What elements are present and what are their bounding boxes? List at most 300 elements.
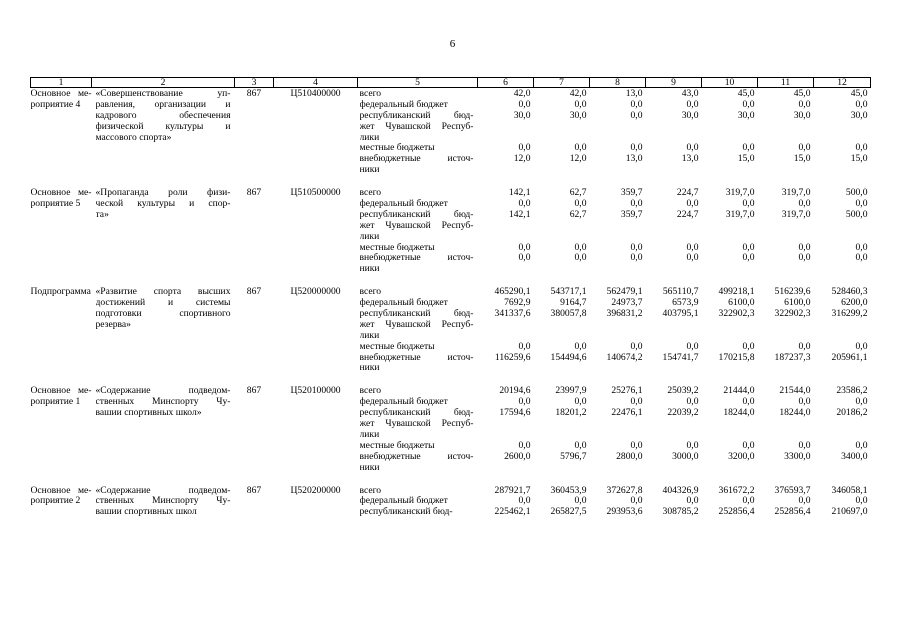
funding-source-line: лики — [359, 132, 380, 143]
value: 2600,0 — [504, 451, 531, 462]
value: 20186,2 — [836, 408, 868, 419]
spacer — [814, 320, 871, 331]
item-description-line: ческой культуры и спор- — [95, 199, 231, 210]
spacer — [534, 165, 590, 176]
page-number: 6 — [449, 38, 456, 50]
value: 252856,4 — [774, 507, 811, 518]
value: 0,0 — [855, 99, 868, 110]
value: 319,7,0 — [781, 209, 811, 220]
table-body — [31, 88, 871, 519]
item-name-line: Основное ме- — [30, 485, 92, 496]
value: 0,0 — [686, 496, 699, 507]
spacer — [590, 133, 646, 144]
value: 465290,1 — [494, 287, 531, 298]
value: 0,0 — [686, 440, 699, 451]
value: 25276,1 — [611, 386, 643, 397]
item-name-cell — [31, 385, 92, 473]
value: 0,0 — [574, 341, 587, 352]
funding-source-line: внебюджетные источ- — [359, 352, 474, 363]
value: 528460,3 — [831, 287, 868, 298]
value: 42,0 — [569, 89, 587, 99]
value: 0,0 — [518, 341, 531, 352]
spacer — [478, 221, 534, 232]
spacer — [646, 122, 702, 133]
spacer — [814, 363, 871, 374]
col-header: 7 — [534, 78, 590, 88]
value: 17594,6 — [499, 408, 531, 419]
value: 346058,1 — [831, 485, 868, 496]
value: 0,0 — [630, 253, 643, 264]
spacer — [534, 430, 590, 441]
value: 0,0 — [742, 199, 755, 210]
value: 42,0 — [513, 89, 531, 99]
value: 0,0 — [574, 199, 587, 210]
value: 0,0 — [686, 253, 699, 264]
value-cell — [646, 88, 702, 177]
item-description-line: физической культуры и — [95, 121, 231, 132]
value: 0,0 — [798, 242, 811, 253]
spacer — [814, 122, 871, 133]
value: 12,0 — [569, 154, 587, 165]
col-header: 11 — [758, 78, 814, 88]
row-gap — [31, 176, 871, 187]
value: 359,7 — [620, 188, 643, 199]
value-cell — [758, 88, 814, 177]
spacer — [814, 165, 871, 176]
funding-source-line: всего — [359, 485, 382, 496]
item-description-line: «Пропаганда роли физи- — [95, 188, 231, 199]
item-description-line: «Содержание подведом- — [95, 485, 231, 496]
value-cell — [478, 286, 534, 374]
value: 287921,7 — [494, 485, 531, 496]
grbs-code: 867 — [246, 187, 262, 199]
value: 0,0 — [742, 99, 755, 110]
value: 0,0 — [574, 397, 587, 408]
value: 224,7 — [676, 188, 699, 199]
value: 0,0 — [518, 99, 531, 110]
value: 0,0 — [855, 143, 868, 154]
funding-source-line: всего — [359, 386, 382, 397]
spacer — [646, 320, 702, 331]
value: 0,0 — [630, 397, 643, 408]
spacer — [534, 331, 590, 342]
value: 30,0 — [850, 110, 868, 121]
value: 0,0 — [855, 253, 868, 264]
spacer — [590, 363, 646, 374]
value: 0,0 — [855, 199, 868, 210]
value: 18244,0 — [723, 408, 755, 419]
item-description-line: «Развитие спорта высших — [95, 287, 231, 298]
spacer — [534, 363, 590, 374]
spacer — [814, 419, 871, 430]
value: 23997,9 — [555, 386, 587, 397]
value: 0,0 — [798, 199, 811, 210]
row-gap-cell — [31, 374, 871, 385]
value: 0,0 — [518, 242, 531, 253]
value: 0,0 — [630, 99, 643, 110]
item-description-line: ственных Минспорту Чу- — [95, 496, 231, 507]
spacer — [702, 165, 758, 176]
value: 0,0 — [686, 143, 699, 154]
spacer — [478, 165, 534, 176]
row-gap-cell — [31, 275, 871, 286]
value: 0,0 — [798, 341, 811, 352]
item-name-line: роприятие 5 — [30, 199, 81, 210]
value: 0,0 — [686, 242, 699, 253]
col-header: 4 — [274, 78, 358, 88]
value: 543717,1 — [550, 287, 587, 298]
value: 20194,6 — [499, 386, 531, 397]
value-cell — [590, 385, 646, 473]
funding-sources-cell — [358, 88, 478, 177]
value-cell — [758, 286, 814, 374]
value: 322902,3 — [774, 309, 811, 320]
item-description-line: та» — [95, 209, 109, 220]
value-cell — [590, 286, 646, 374]
spacer — [758, 264, 814, 275]
value: 30,0 — [793, 110, 811, 121]
value: 45,0 — [850, 89, 868, 99]
funding-source-line: лики — [359, 231, 380, 242]
value-cell — [478, 187, 534, 275]
value: 0,0 — [742, 143, 755, 154]
value: 499218,1 — [718, 287, 755, 298]
funding-sources-cell — [358, 286, 478, 374]
value-cell — [702, 485, 758, 519]
spacer — [814, 264, 871, 275]
spacer — [646, 221, 702, 232]
value: 154741,7 — [662, 352, 699, 363]
value-cell — [534, 286, 590, 374]
spacer — [534, 264, 590, 275]
spacer — [702, 331, 758, 342]
spacer — [758, 463, 814, 474]
spacer — [478, 331, 534, 342]
value: 6573,9 — [672, 298, 699, 309]
grbs-code: 867 — [246, 286, 262, 298]
row-gap-cell — [31, 176, 871, 187]
col-header: 1 — [31, 78, 92, 88]
spacer — [534, 232, 590, 243]
spacer — [590, 264, 646, 275]
spacer — [702, 419, 758, 430]
value-cell — [758, 385, 814, 473]
value: 187237,3 — [774, 352, 811, 363]
value: 0,0 — [518, 253, 531, 264]
spacer — [590, 430, 646, 441]
funding-source-line: местные бюджеты — [359, 143, 435, 154]
spacer — [814, 221, 871, 232]
item-name-cell — [31, 187, 92, 275]
funding-source-line: федеральный бюджет — [359, 496, 448, 507]
value: 359,7 — [620, 209, 643, 220]
value: 404326,9 — [662, 485, 699, 496]
value: 516239,6 — [774, 287, 811, 298]
value: 319,7,0 — [781, 188, 811, 199]
item-name-line: роприятие 2 — [30, 496, 81, 507]
value: 0,0 — [855, 397, 868, 408]
value: 3000,0 — [672, 451, 699, 462]
value-cell — [646, 385, 702, 473]
value-cell — [478, 88, 534, 177]
value-cell — [590, 187, 646, 275]
funding-source-line: жет Чувашской Респуб- — [359, 319, 474, 330]
funding-source-line: ники — [359, 165, 380, 176]
item-description-cell — [92, 385, 235, 473]
funding-source-line: республиканский бюд- — [359, 309, 474, 320]
item-description-line: ственных Минспорту Чу- — [95, 397, 231, 408]
spacer — [702, 264, 758, 275]
spacer — [478, 264, 534, 275]
value: 403795,1 — [662, 309, 699, 320]
value: 0,0 — [630, 199, 643, 210]
item-description-cell — [92, 286, 235, 374]
spacer — [814, 463, 871, 474]
value: 45,0 — [737, 89, 755, 99]
header-row — [31, 78, 871, 88]
funding-source-line: ники — [359, 363, 380, 374]
item-description-line: вашии спортивных школ — [95, 507, 197, 518]
value-cell — [814, 88, 871, 177]
value: 0,0 — [518, 143, 531, 154]
value: 15,0 — [850, 154, 868, 165]
value: 170215,8 — [718, 352, 755, 363]
funding-source-line: федеральный бюджет — [359, 99, 448, 110]
value: 15,0 — [793, 154, 811, 165]
value: 265827,5 — [550, 507, 587, 518]
value: 0,0 — [630, 440, 643, 451]
spacer — [534, 463, 590, 474]
spacer — [478, 419, 534, 430]
spacer — [534, 133, 590, 144]
table-row — [31, 88, 871, 177]
value: 30,0 — [569, 110, 587, 121]
row-gap — [31, 275, 871, 286]
value-cell — [814, 385, 871, 473]
funding-source-line: республиканский бюд- — [359, 110, 474, 121]
value: 12,0 — [513, 154, 531, 165]
item-name-line: роприятие 4 — [30, 99, 81, 110]
value: 23586,2 — [836, 386, 868, 397]
spacer — [534, 419, 590, 430]
funding-source-line: ники — [359, 462, 380, 473]
item-description-line: «Содержание подведом- — [95, 386, 231, 397]
spacer — [814, 331, 871, 342]
value-cell — [478, 385, 534, 473]
value: 500,0 — [845, 188, 868, 199]
value-cell — [702, 187, 758, 275]
value: 380057,8 — [550, 309, 587, 320]
funding-source-line: внебюджетные источ- — [359, 253, 474, 264]
value: 0,0 — [574, 143, 587, 154]
value: 0,0 — [686, 199, 699, 210]
value: 9164,7 — [560, 298, 587, 309]
item-name-line: Подпрограмма — [30, 287, 91, 298]
value: 30,0 — [681, 110, 699, 121]
row-gap-cell — [31, 474, 871, 485]
value-cell — [702, 385, 758, 473]
spacer — [590, 221, 646, 232]
value: 43,0 — [681, 89, 699, 99]
funding-source-line: местные бюджеты — [359, 341, 435, 352]
item-name-cell — [31, 286, 92, 374]
value: 62,7 — [569, 209, 587, 220]
row-gap — [31, 474, 871, 485]
value: 0,0 — [574, 253, 587, 264]
value: 6100,0 — [728, 298, 755, 309]
spacer — [478, 133, 534, 144]
value-cell — [534, 485, 590, 519]
value: 0,0 — [518, 199, 531, 210]
item-description-line: достижений и системы — [95, 298, 231, 309]
spacer — [758, 430, 814, 441]
value: 0,0 — [798, 496, 811, 507]
funding-source-line: местные бюджеты — [359, 242, 435, 253]
spacer — [646, 430, 702, 441]
table-row — [31, 286, 871, 374]
spacer — [814, 133, 871, 144]
spacer — [702, 133, 758, 144]
value: 5796,7 — [560, 451, 587, 462]
funding-source-line: федеральный бюджет — [359, 397, 448, 408]
value-cell — [534, 385, 590, 473]
value-cell — [814, 485, 871, 519]
value: 0,0 — [574, 440, 587, 451]
value: 140674,2 — [606, 352, 643, 363]
spacer — [814, 430, 871, 441]
value: 224,7 — [676, 209, 699, 220]
grbs-code: 867 — [246, 484, 262, 496]
spacer — [702, 430, 758, 441]
value: 2800,0 — [616, 451, 643, 462]
spacer — [702, 363, 758, 374]
value: 0,0 — [742, 440, 755, 451]
funding-source-line: всего — [359, 89, 382, 99]
value: 0,0 — [798, 253, 811, 264]
funding-sources-cell — [358, 385, 478, 473]
value: 0,0 — [630, 242, 643, 253]
spacer — [646, 165, 702, 176]
value: 116259,6 — [494, 352, 531, 363]
funding-source-line: внебюджетные источ- — [359, 451, 474, 462]
value: 0,0 — [742, 242, 755, 253]
funding-source-line: всего — [359, 188, 382, 199]
value: 322902,3 — [718, 309, 755, 320]
spacer — [590, 463, 646, 474]
value: 372627,8 — [606, 485, 643, 496]
value: 30,0 — [513, 110, 531, 121]
item-description-line: резерва» — [95, 319, 131, 330]
funding-source-line: республиканский бюд- — [359, 507, 453, 518]
value-cell — [534, 187, 590, 275]
funding-source-line: жет Чувашской Респуб- — [359, 121, 474, 132]
spacer — [646, 363, 702, 374]
value: 361672,2 — [718, 485, 755, 496]
funding-source-line: лики — [359, 429, 380, 440]
spacer — [702, 463, 758, 474]
funding-source-line: внебюджетные источ- — [359, 154, 474, 165]
value-cell — [646, 286, 702, 374]
spacer — [590, 232, 646, 243]
funding-source-line: ники — [359, 264, 380, 275]
value: 225462,1 — [494, 507, 531, 518]
spacer — [534, 221, 590, 232]
value: 0,0 — [798, 440, 811, 451]
spacer — [534, 320, 590, 331]
value: 396831,2 — [606, 309, 643, 320]
value: 0,0 — [742, 341, 755, 352]
value: 0,0 — [798, 143, 811, 154]
table-row — [31, 385, 871, 473]
spacer — [534, 122, 590, 133]
spacer — [758, 165, 814, 176]
item-description-line: равления, организации и — [95, 99, 231, 110]
item-name-line: Основное ме- — [30, 188, 92, 199]
value: 0,0 — [798, 99, 811, 110]
value: 0,0 — [630, 496, 643, 507]
value: 0,0 — [574, 99, 587, 110]
value: 0,0 — [518, 440, 531, 451]
item-name-cell — [31, 485, 92, 519]
value: 0,0 — [630, 110, 643, 121]
col-header: 12 — [814, 78, 871, 88]
item-description-line: массового спорта» — [95, 132, 172, 143]
value: 0,0 — [742, 496, 755, 507]
value: 15,0 — [737, 154, 755, 165]
funding-source-line: республиканский бюд- — [359, 209, 474, 220]
value: 376593,7 — [774, 485, 811, 496]
table-row — [31, 485, 871, 519]
value-cell — [758, 485, 814, 519]
value: 0,0 — [742, 253, 755, 264]
item-description-line: подготовки спортивного — [95, 309, 231, 320]
value: 142,1 — [508, 209, 531, 220]
value: 22039,2 — [667, 408, 699, 419]
value-cell — [814, 187, 871, 275]
funding-source-line: федеральный бюджет — [359, 298, 448, 309]
spacer — [646, 419, 702, 430]
funding-source-line: всего — [359, 287, 382, 298]
value: 22476,1 — [611, 408, 643, 419]
table-row — [31, 187, 871, 275]
spacer — [758, 221, 814, 232]
value: 25039,2 — [667, 386, 699, 397]
value: 18244,0 — [779, 408, 811, 419]
value: 0,0 — [630, 143, 643, 154]
col-header: 8 — [590, 78, 646, 88]
value: 3300,0 — [784, 451, 811, 462]
value-cell — [758, 187, 814, 275]
value: 0,0 — [518, 397, 531, 408]
grbs-code: 867 — [246, 88, 262, 99]
value: 0,0 — [630, 341, 643, 352]
value: 21444,0 — [723, 386, 755, 397]
col-header: 2 — [92, 78, 235, 88]
spacer — [702, 221, 758, 232]
value: 0,0 — [574, 496, 587, 507]
spacer — [702, 122, 758, 133]
value: 6200,0 — [841, 298, 868, 309]
value: 24973,7 — [611, 298, 643, 309]
item-name-cell — [31, 88, 92, 177]
spacer — [702, 320, 758, 331]
value: 565110,7 — [662, 287, 699, 298]
spacer — [758, 331, 814, 342]
value-cell — [478, 485, 534, 519]
spacer — [646, 331, 702, 342]
col-header: 5 — [358, 78, 478, 88]
value: 319,7,0 — [725, 209, 755, 220]
